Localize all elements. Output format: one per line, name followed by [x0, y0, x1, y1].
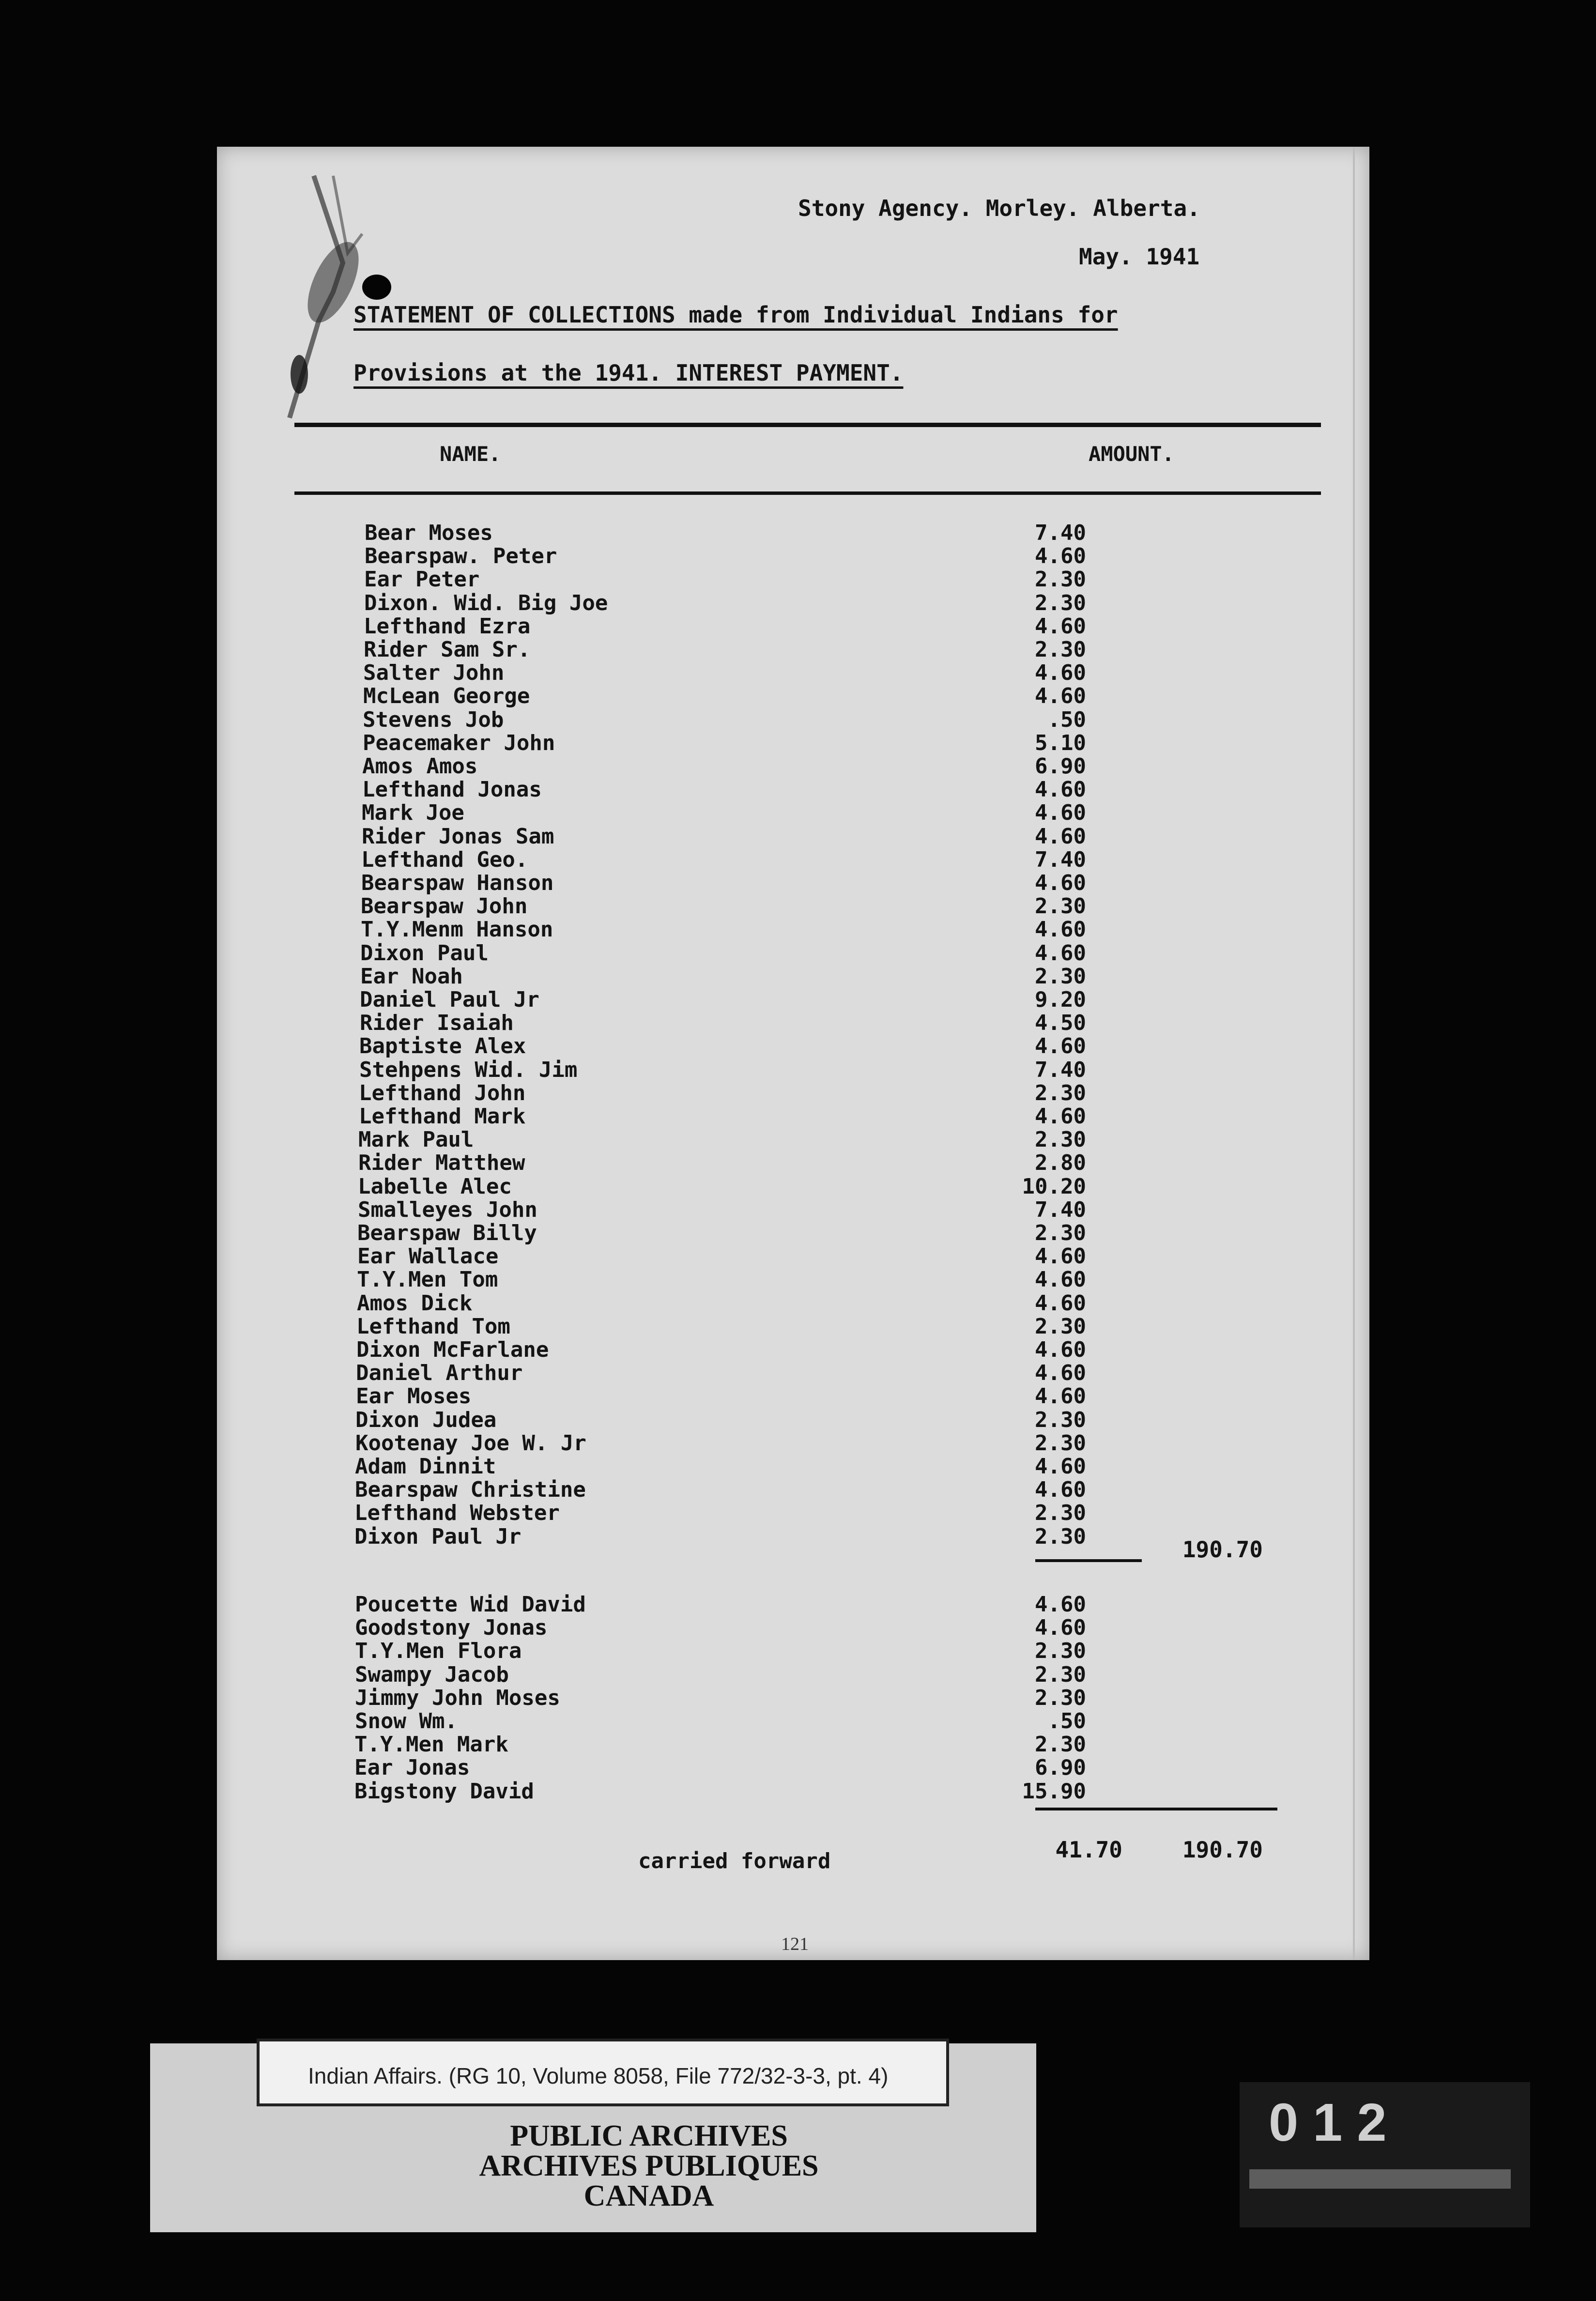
entry-amount: .50 — [1047, 1709, 1086, 1733]
entry-amount: 2.30 — [1035, 1639, 1086, 1664]
entry-name: Ear Wallace — [357, 1244, 499, 1269]
entry-name: Ear Noah — [360, 964, 463, 989]
entry-name: T.Y.Men Flora — [355, 1639, 522, 1664]
entry-amount: 4.60 — [1035, 940, 1086, 966]
entry-amount: 4.60 — [1035, 1104, 1086, 1129]
entry-amount: 4.60 — [1035, 1361, 1086, 1386]
date-heading: May. 1941 — [1079, 244, 1200, 270]
entry-name: Lefthand Webster — [354, 1501, 560, 1526]
entry-amount: 4.60 — [1035, 1290, 1086, 1316]
name-column-header: NAME. — [440, 442, 501, 466]
archive-line-3: CANADA — [583, 2179, 714, 2212]
entry-name: Lefthand John — [359, 1080, 526, 1105]
entry-amount: 4.60 — [1035, 544, 1086, 569]
entry-amount: 6.90 — [1035, 1755, 1086, 1780]
entry-name: Dixon. Wid. Big Joe — [364, 590, 608, 615]
frame-number-box — [1240, 2082, 1530, 2227]
entry-amount: 4.60 — [1035, 660, 1086, 686]
entry-name: Ear Moses — [356, 1384, 472, 1409]
entry-name: Peacemaker John — [363, 730, 555, 755]
entry-amount: .50 — [1047, 707, 1086, 732]
document-page — [217, 147, 1369, 1960]
entry-name: Lefthand Jonas — [362, 777, 542, 802]
entry-name: Mark Paul — [358, 1127, 474, 1152]
entry-amount: 4.60 — [1035, 1454, 1086, 1479]
entry-name: T.Y.Men Mark — [354, 1732, 508, 1757]
amount-column-header: AMOUNT. — [1089, 442, 1175, 466]
entry-amount: 7.40 — [1035, 521, 1086, 545]
page-number: 121 — [781, 1934, 809, 1954]
entry-amount: 2.30 — [1035, 1127, 1086, 1152]
subtotal-section-1: 190.70 — [1182, 1536, 1263, 1563]
entry-amount: 2.30 — [1035, 567, 1086, 592]
entry-name: Dixon McFarlane — [356, 1337, 549, 1362]
archive-reference-label: Indian Affairs. (RG 10, Volume 8058, File 772/32-3-3, pt. 4) — [257, 2039, 949, 2106]
entry-name: Lefthand Mark — [359, 1104, 526, 1129]
entry-amount: 4.60 — [1035, 824, 1086, 849]
entry-amount: 7.40 — [1035, 847, 1086, 872]
entry-name: Bigstony David — [354, 1779, 534, 1804]
entry-name: McLean George — [363, 684, 530, 709]
frame-number: 012 — [1269, 2093, 1401, 2152]
entry-name: Rider Matthew — [358, 1150, 525, 1176]
entry-amount: 4.50 — [1035, 1011, 1086, 1036]
entry-name: Goodstony Jonas — [355, 1615, 548, 1641]
entry-amount: 10.20 — [1022, 1174, 1086, 1199]
entry-name: Rider Jonas Sam — [362, 824, 554, 849]
archive-line-2: ARCHIVES PUBLIQUES — [479, 2149, 819, 2182]
entry-name: Dixon Paul — [360, 940, 489, 966]
entry-name: Salter John — [363, 660, 505, 686]
entry-name: Kootenay Joe W. Jr — [355, 1430, 586, 1456]
entry-name: Dixon Judea — [355, 1407, 497, 1432]
entry-name: T.Y.Menm Hanson — [361, 917, 553, 942]
entry-amount: 2.30 — [1035, 1407, 1086, 1432]
entry-name: Lefthand Tom — [356, 1314, 510, 1339]
entry-amount: 4.60 — [1035, 614, 1086, 639]
agency-heading: Stony Agency. Morley. Alberta. — [798, 195, 1200, 221]
entry-amount: 4.60 — [1035, 1337, 1086, 1362]
frame-bar — [1249, 2169, 1511, 2189]
entry-amount: 2.30 — [1035, 1501, 1086, 1526]
entry-name: Snow Wm. — [355, 1709, 458, 1733]
header-top-rule — [294, 423, 1321, 427]
entry-name: Amos Amos — [362, 754, 478, 779]
entry-amount: 4.60 — [1035, 1384, 1086, 1409]
entry-amount: 4.60 — [1035, 1034, 1086, 1059]
entry-amount: 15.90 — [1022, 1779, 1086, 1804]
entry-name: Rider Sam Sr. — [364, 637, 531, 662]
entry-amount: 4.60 — [1035, 917, 1086, 942]
entry-amount: 2.30 — [1035, 590, 1086, 615]
entry-amount: 4.60 — [1035, 684, 1086, 709]
entry-name: Adam Dinnit — [355, 1454, 496, 1479]
entry-name: Bearspaw Billy — [357, 1221, 537, 1245]
entry-amount: 2.30 — [1035, 1685, 1086, 1710]
subtotal-rule — [1035, 1559, 1142, 1562]
entry-name: Bearspaw Christine — [355, 1477, 586, 1503]
entry-name: Baptiste Alex — [359, 1034, 526, 1059]
entry-amount: 2.30 — [1035, 1080, 1086, 1105]
entry-name: Ear Jonas — [354, 1755, 470, 1780]
entry-name: Stevens Job — [363, 707, 504, 732]
entry-name: Bearspaw Hanson — [361, 871, 554, 895]
entry-name: Bearspaw. Peter — [365, 544, 557, 569]
entry-amount: 4.60 — [1035, 1592, 1086, 1617]
entry-amount: 2.80 — [1035, 1150, 1086, 1176]
entry-amount: 2.30 — [1035, 894, 1086, 919]
entry-amount: 2.30 — [1035, 964, 1086, 989]
header-bottom-rule — [294, 491, 1321, 495]
entry-amount: 4.60 — [1035, 1615, 1086, 1641]
page-edge — [1353, 147, 1355, 1960]
entry-name: Daniel Paul Jr — [360, 987, 539, 1012]
entry-amount: 2.30 — [1035, 637, 1086, 662]
entry-amount: 7.40 — [1035, 1197, 1086, 1222]
entry-amount: 4.60 — [1035, 1477, 1086, 1503]
entry-name: T.Y.Men Tom — [357, 1267, 498, 1292]
entry-name: Stehpens Wid. Jim — [359, 1057, 578, 1082]
entry-amount: 4.60 — [1035, 871, 1086, 895]
entry-amount: 2.30 — [1035, 1314, 1086, 1339]
entry-amount: 2.30 — [1035, 1662, 1086, 1687]
carried-forward-label: carried forward — [638, 1849, 831, 1873]
entry-name: Lefthand Geo. — [361, 847, 528, 872]
entry-amount: 4.60 — [1035, 1267, 1086, 1292]
entry-amount: 2.30 — [1035, 1732, 1086, 1757]
entry-name: Bearspaw John — [361, 894, 528, 919]
entry-amount: 5.10 — [1035, 730, 1086, 755]
entry-amount: 6.90 — [1035, 754, 1086, 779]
entry-amount: 7.40 — [1035, 1057, 1086, 1082]
entry-amount: 2.30 — [1035, 1430, 1086, 1456]
entry-amount: 9.20 — [1035, 987, 1086, 1012]
entry-name: Daniel Arthur — [356, 1361, 523, 1386]
carried-forward-section-2: 41.70 — [1055, 1837, 1122, 1863]
entry-name: Labelle Alec — [358, 1174, 512, 1199]
entry-amount: 4.60 — [1035, 777, 1086, 802]
entry-amount: 2.30 — [1035, 1524, 1086, 1549]
entry-name: Dixon Paul Jr — [354, 1524, 522, 1549]
entry-name: Poucette Wid David — [355, 1592, 586, 1617]
title-line-1: STATEMENT OF COLLECTIONS made from Individual Indians for — [353, 302, 1118, 328]
entry-name: Ear Peter — [364, 567, 480, 592]
entry-name: Smalleyes John — [358, 1197, 537, 1222]
archive-line-1: PUBLIC ARCHIVES — [510, 2119, 788, 2152]
carried-forward-section-1: 190.70 — [1182, 1837, 1263, 1863]
entry-amount: 4.60 — [1035, 1244, 1086, 1269]
entry-amount: 2.30 — [1035, 1221, 1086, 1245]
entry-name: Rider Isaiah — [360, 1011, 514, 1036]
entry-name: Lefthand Ezra — [364, 614, 531, 639]
carried-forward-rule — [1035, 1808, 1277, 1810]
entry-amount: 4.60 — [1035, 800, 1086, 826]
entry-name: Jimmy John Moses — [355, 1685, 560, 1710]
entry-name: Amos Dick — [357, 1290, 473, 1316]
entry-name: Mark Joe — [362, 800, 464, 826]
entry-name: Swampy Jacob — [355, 1662, 509, 1687]
title-line-2: Provisions at the 1941. INTEREST PAYMENT. — [353, 360, 904, 386]
entry-name: Bear Moses — [365, 521, 493, 545]
